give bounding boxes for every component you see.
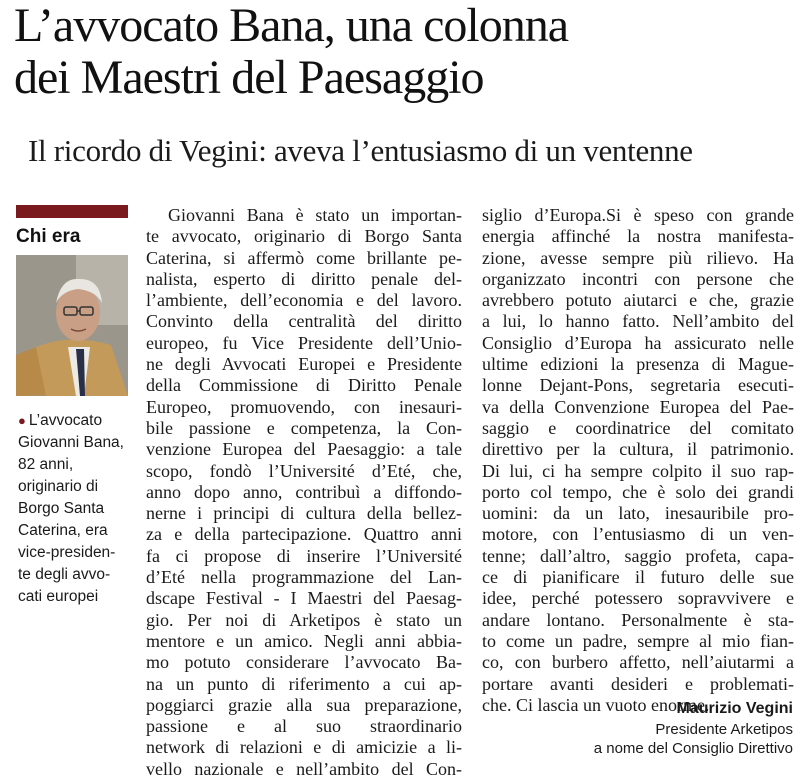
caption-line: vice-presiden-	[18, 544, 116, 561]
article-line: za e della partecipazione. Quattro anni	[146, 524, 462, 545]
article-line: nalista, esperto di diritto penale del-	[146, 268, 462, 289]
article-line: ne degli Avvocati Europei e Presidente	[146, 354, 462, 375]
caption-line: Giovanni Bana,	[18, 434, 124, 451]
article-line: avrebbero potuto aiutarci e che, grazie	[482, 290, 794, 311]
article-line: vello nazionale e nell’ambito del Con-	[146, 758, 462, 779]
article-line: ce di pianificare il futuro delle sue	[482, 567, 794, 588]
article-line: lonne Dejant-Pons, segretaria esecuti-	[482, 375, 794, 396]
article-line: Consiglio d’Europa ha assicurato nelle	[482, 332, 794, 353]
author-role: Presidente Arketipos	[655, 721, 793, 738]
article-column-1	[146, 205, 462, 780]
article-line: mentore e un amico. Negli anni abbia-	[146, 630, 462, 651]
sidebar-title: Chi era	[16, 226, 81, 247]
article-line: andare lontano. Personalmente è sta-	[482, 609, 794, 630]
caption-line: te degli avvo-	[18, 566, 111, 583]
caption-line: cati europei	[18, 588, 99, 605]
article-line: organizzato incontri con persone che	[482, 268, 794, 289]
author-organization: a nome del Consiglio Direttivo	[593, 740, 793, 757]
article-line: poggiarci grazie alla sua preparazione,	[146, 694, 462, 715]
article-line: saggio e coordinatrice del comitato	[482, 417, 794, 438]
article-line: che. Ci lascia un vuoto enorme.	[482, 694, 710, 715]
article-line: d’Eté nella programmazione del Lan-	[146, 567, 462, 588]
article-line: mo potuto considerare l’avvocato Ba-	[146, 652, 462, 673]
bullet-icon: ●	[18, 413, 26, 428]
article-line: nerne i principi di cultura della bellez-	[146, 503, 462, 524]
article-line: na un punto di riferimento a cui ap-	[146, 673, 462, 694]
article-line: uomini: da un lato, inesauribile pro-	[482, 503, 794, 524]
article-line: Di lui, ci ha sempre colpito il suo rap-	[482, 460, 794, 481]
article-line: l’ambiente, dell’economia e del lavoro.	[146, 290, 462, 311]
article-line: zione, avesse sempre più rilievo. Ha	[482, 247, 794, 268]
article-line: Europeo, promuovendo, con inesauri-	[146, 396, 462, 417]
article-line: ultime edizioni la presenza di Mague-	[482, 354, 794, 375]
headline-line-2: dei Maestri del Paesaggio	[14, 51, 484, 104]
headline	[14, 0, 794, 104]
article-column-2	[482, 205, 794, 716]
article-line: bile passione e competenza, la Con-	[146, 417, 462, 438]
article-line: idee, perché potessero sopravvivere e	[482, 588, 794, 609]
caption-line: Borgo Santa	[18, 500, 105, 517]
caption-line: L’avvocato	[28, 412, 103, 429]
caption-line: 82 anni,	[18, 456, 74, 473]
article-line: siglio d’Europa.Si è speso con grande	[482, 205, 794, 225]
article-line: passione e al suo straordinario	[146, 716, 462, 737]
article-line: Convinto della centralità del diritto	[146, 311, 462, 332]
subheadline: Il ricordo di Vegini: aveva l’entusiasmo di un ventenne	[28, 133, 693, 168]
article-line: a lui, lo hanno fatto. Nell’ambito del	[482, 311, 794, 332]
article-line: energia affinché la nostra manifesta-	[482, 226, 794, 247]
article-line: dscape Festival - I Maestri del Paesag-	[146, 588, 462, 609]
article-line: co, con burbero affetto, nell’aiutarmi a	[482, 652, 794, 673]
article-line: Giovanni Bana è stato un importan-	[168, 205, 462, 225]
author-name: Maurizio Vegini	[676, 700, 793, 717]
article-line: direttivo per la cultura, il patrimonio.	[482, 439, 794, 460]
caption-line: Caterina, era	[18, 522, 108, 539]
article-line: va della Convenzione Europea del Pae-	[482, 396, 794, 417]
article-line: te avvocato, originario di Borgo Santa	[146, 226, 462, 247]
article-line: to come un padre, sempre al mio fian-	[482, 630, 794, 651]
article-line: portare avanti desideri e problemati-	[482, 673, 794, 694]
article-line: porto col tempo, che è solo dei grandi	[482, 481, 794, 502]
sidebar-box	[16, 205, 128, 396]
article-line: network di relazioni e di amicizie a li-	[146, 737, 462, 758]
article-line: scopo, fondò l’Université d’Eté, che,	[146, 460, 462, 481]
article-line: della Commissione di Diritto Penale	[146, 375, 462, 396]
article-line: tenne; dall’altro, saggio profeta, capa-	[482, 545, 794, 566]
caption-line: originario di	[18, 478, 99, 495]
headline-line-1: L’avvocato Bana, una colonna	[14, 0, 569, 52]
article-line: motore, con l’entusiasmo di un ven-	[482, 524, 794, 545]
portrait-illustration	[16, 255, 128, 396]
article-line: venzione Europea del Paesaggio: a tale	[146, 439, 462, 460]
article-line: europeo, fu Vice Presidente dell’Unio-	[146, 332, 462, 353]
sidebar-accent-bar	[16, 205, 128, 218]
article-line: Caterina, si affermò come brillante pe-	[146, 247, 462, 268]
portrait-photo	[16, 255, 128, 396]
article-line: fa ci propose di inserire l’Université	[146, 545, 462, 566]
article-line: gio. Per noi di Arketipos è stato un	[146, 609, 462, 630]
photo-caption	[18, 410, 130, 608]
article-line: anno dopo anno, contribuì a diffondo-	[146, 481, 462, 502]
